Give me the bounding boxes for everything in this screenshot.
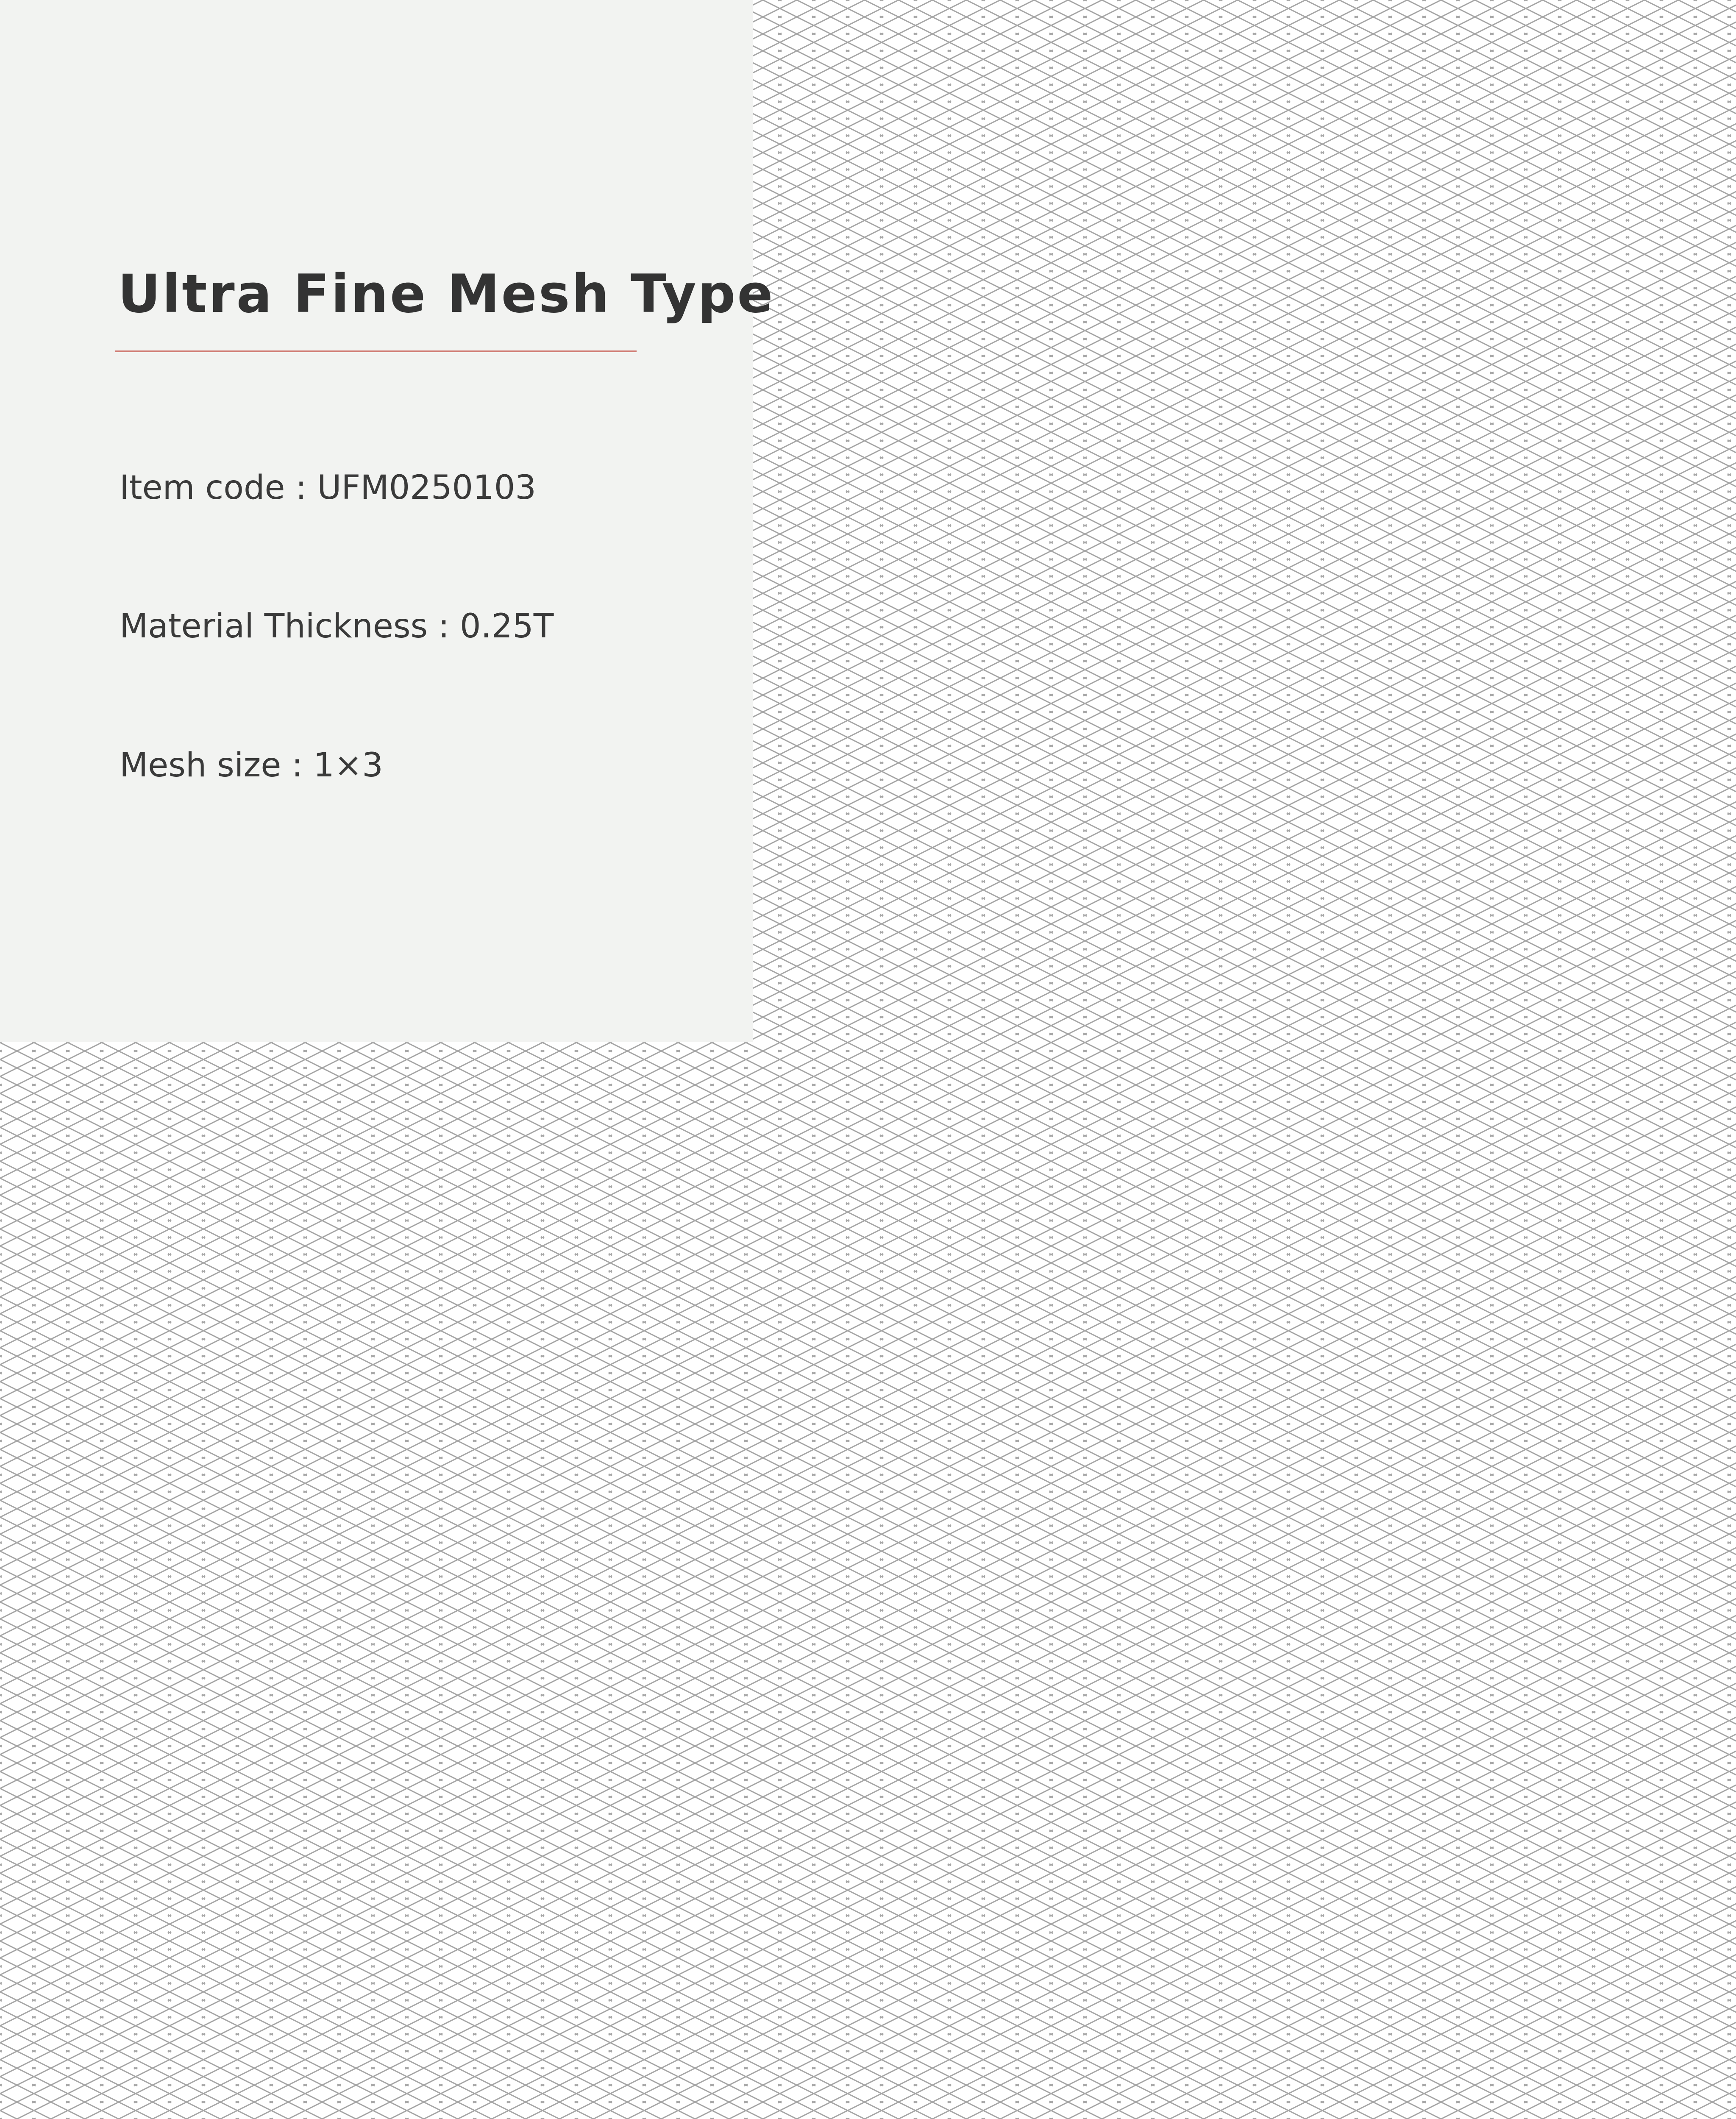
product-title: Ultra Fine Mesh Type xyxy=(118,264,775,325)
product-info-panel xyxy=(0,0,775,1042)
item-code-text: Item code : UFM0250103 xyxy=(120,469,536,507)
material-thickness-text: Material Thickness : 0.25T xyxy=(120,607,554,645)
title-underline xyxy=(115,350,637,352)
mesh-size-text: Mesh size : 1×3 xyxy=(120,746,383,784)
